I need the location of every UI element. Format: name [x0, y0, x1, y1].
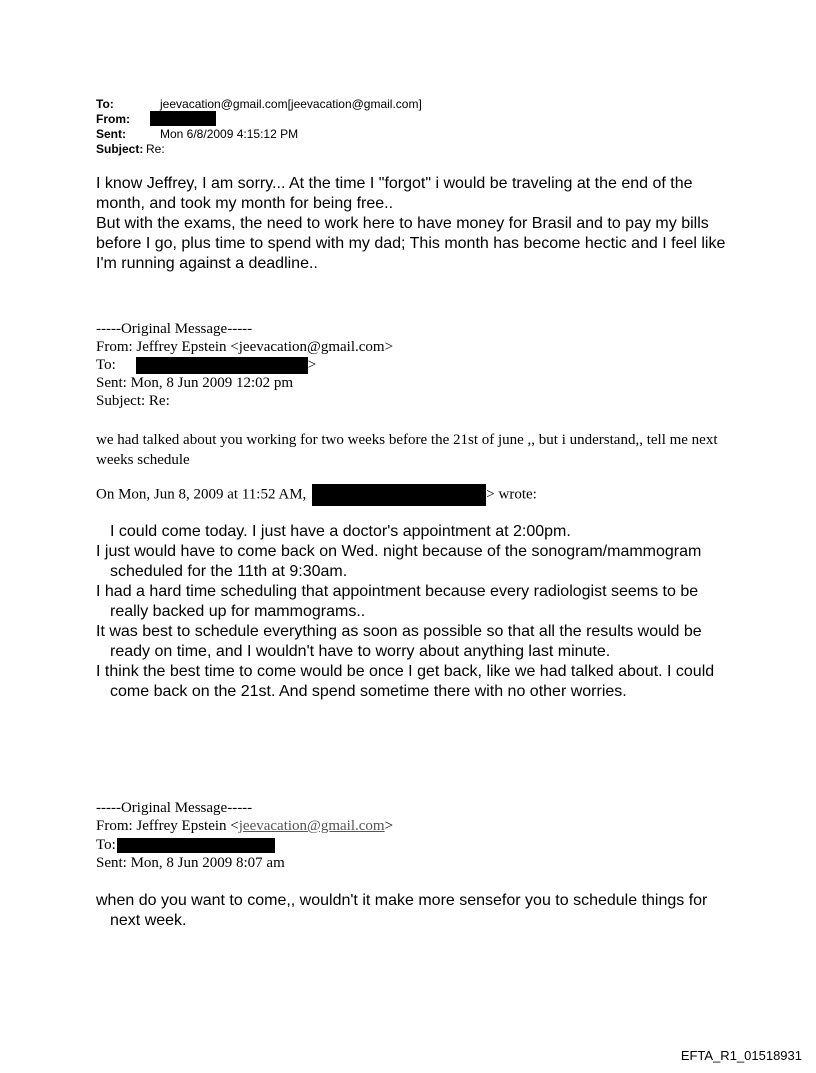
quoted-line-4: It was best to schedule everything as soon as possible so that all the results would be ready on time, and I wouldn't have to worry about anything last minute.: [96, 623, 702, 660]
original-body: we had talked about you working for two weeks before the 21st of june ,, but i understand,, tell me next weeks schedule: [96, 432, 718, 468]
original-to-line: [96, 356, 316, 374]
subject-value: Re:: [146, 142, 165, 156]
redaction-block: [312, 484, 486, 506]
reply-body: [96, 174, 736, 274]
original-body-2: [96, 891, 726, 931]
to-label: To:: [96, 97, 114, 111]
redaction-block: [136, 357, 308, 374]
from-email-link[interactable]: jeevacation@gmail.com: [238, 818, 385, 834]
original-to-line-2: [96, 836, 275, 854]
to-prefix-2: To:: [96, 837, 116, 853]
wrote-line: [96, 484, 537, 506]
subject-label: Subject:: [96, 142, 144, 156]
wrote-prefix: On Mon, Jun 8, 2009 at 11:52 AM,: [96, 486, 307, 503]
sent-label: Sent:: [96, 127, 126, 141]
quoted-line-2: I just would have to come back on Wed. night because of the sonogram/mammogram scheduled for the 11th at 9:30am.: [96, 543, 702, 580]
wrote-suffix: > wrote:: [486, 486, 537, 503]
from-label: From:: [96, 112, 130, 126]
header-sent-row: [96, 127, 298, 141]
document-id: EFTA_R1_01518931: [680, 1048, 802, 1063]
original-message-divider-2: -----Original Message-----: [96, 800, 253, 816]
redaction-block: [117, 838, 275, 853]
original-from-line-2: [96, 817, 393, 835]
sent-value: Mon 6/8/2009 4:15:12 PM: [160, 127, 299, 141]
header-from-row: [96, 112, 216, 126]
reply-paragraph-1: I know Jeffrey, I am sorry... At the time I "forgot" i would be traveling at the end of the month, and took my month for being free..: [96, 175, 693, 212]
quoted-line-5: I think the best time to come would be once I get back, like we had talked about. I could come back on the 21st. And spend sometime there with no other worries.: [96, 663, 715, 700]
original-sent-line-2: Sent: Mon, 8 Jun 2009 8:07 am: [96, 855, 285, 871]
original-to-suffix: >: [307, 357, 317, 373]
from-prefix-2: From: Jeffrey Epstein <: [96, 818, 239, 834]
original-subject-line: Subject: Re:: [96, 393, 170, 409]
from-suffix-2: >: [384, 818, 394, 834]
header-subject-row: [96, 142, 165, 156]
header-to-row: [96, 97, 422, 111]
reply-paragraph-2: But with the exams, the need to work here to have money for Brasil and to pay my bills before I go, plus time to spend with my dad; This month has become hectic and I feel like I'm running against a deadline..: [96, 215, 726, 272]
original-message-divider: -----Original Message-----: [96, 321, 253, 337]
quoted-block: [96, 522, 716, 702]
original-to-prefix: To:: [96, 357, 116, 373]
original-from-line: From: Jeffrey Epstein <jeevacation@gmail.com>: [96, 339, 394, 355]
original-body-2-text: when do you want to come,, wouldn't it make more sensefor you to schedule things for next week.: [96, 892, 708, 929]
quoted-line-1: I could come today. I just have a doctor's appointment at 2:00pm.: [110, 523, 571, 540]
original-sent-line: Sent: Mon, 8 Jun 2009 12:02 pm: [96, 375, 294, 391]
redaction-block: [150, 111, 216, 126]
quoted-line-3: I had a hard time scheduling that appointment because every radiologist seems to be really backed up for mammograms..: [96, 583, 699, 620]
to-value: jeevacation@gmail.com[jeevacation@gmail.com]: [160, 97, 422, 111]
